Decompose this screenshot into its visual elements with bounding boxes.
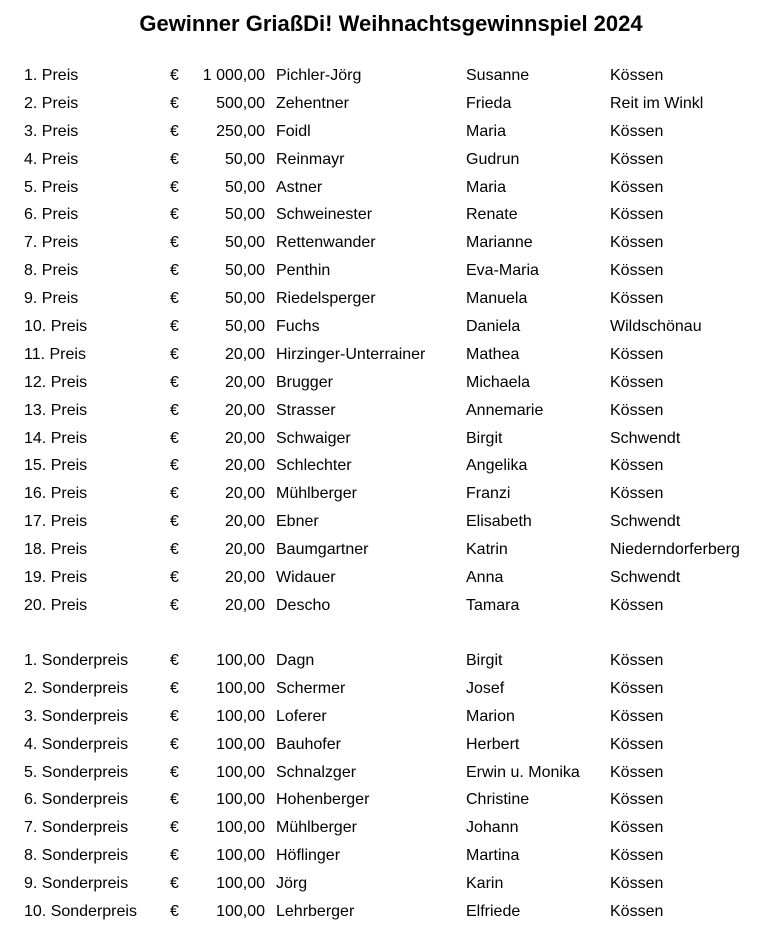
winner-town: Kössen <box>610 122 664 140</box>
winner-first-name: Daniela <box>466 318 521 336</box>
winner-row <box>0 842 782 870</box>
prize-rank: 4. Sonderpreis <box>24 735 129 753</box>
prize-amount: 20,00 <box>224 345 265 363</box>
prize-rank: 6. Sonderpreis <box>24 791 129 809</box>
prize-amount: 1 000,00 <box>202 67 265 84</box>
prize-rank: 9. Preis <box>24 290 79 308</box>
winner-row <box>0 786 782 814</box>
winner-first-name: Johann <box>466 819 519 837</box>
prize-amount: 20,00 <box>224 569 265 587</box>
winner-last-name: Loferer <box>276 707 327 725</box>
winner-town: Reit im Winkl <box>610 94 704 112</box>
prize-amount: 20,00 <box>224 596 265 614</box>
currency-symbol: € <box>170 569 179 587</box>
winner-first-name: Josef <box>466 679 505 697</box>
winner-town: Schwendt <box>610 513 681 531</box>
prize-rank: 18. Preis <box>24 541 88 559</box>
prize-amount: 50,00 <box>224 206 265 224</box>
prize-amount: 50,00 <box>224 262 265 280</box>
winner-row <box>0 536 782 564</box>
winner-first-name: Angelika <box>466 457 528 475</box>
prize-amount: 100,00 <box>216 735 265 753</box>
winner-last-name: Dagn <box>276 652 315 669</box>
winner-town: Kössen <box>610 290 664 308</box>
prize-rank: 20. Preis <box>24 596 88 614</box>
winner-first-name: Elisabeth <box>466 513 532 531</box>
prize-amount: 20,00 <box>224 401 265 419</box>
winner-first-name: Annemarie <box>466 401 544 419</box>
prize-rank: 15. Preis <box>24 457 88 475</box>
prize-rank: 7. Sonderpreis <box>24 819 129 837</box>
winner-town: Kössen <box>610 652 664 669</box>
winner-first-name: Eva-Maria <box>466 262 539 280</box>
winner-row <box>0 229 782 257</box>
winner-first-name: Karin <box>466 875 504 893</box>
currency-symbol: € <box>170 596 179 614</box>
winner-first-name: Christine <box>466 791 530 809</box>
winner-row <box>0 675 782 703</box>
winner-last-name: Penthin <box>276 262 331 280</box>
winner-first-name: Franzi <box>466 485 511 503</box>
prize-rank: 4. Preis <box>24 150 79 168</box>
winner-row <box>0 731 782 759</box>
prize-amount: 20,00 <box>224 541 265 559</box>
currency-symbol: € <box>170 819 179 837</box>
currency-symbol: € <box>170 67 179 84</box>
winner-last-name: Schwaiger <box>276 429 351 447</box>
prize-amount: 50,00 <box>224 178 265 196</box>
prize-amount: 100,00 <box>216 875 265 893</box>
winner-first-name: Birgit <box>466 429 503 447</box>
currency-symbol: € <box>170 652 179 669</box>
prize-amount: 100,00 <box>216 679 265 697</box>
winner-row <box>0 285 782 313</box>
winner-town: Kössen <box>610 791 664 809</box>
prize-rank: 10. Sonderpreis <box>24 903 137 921</box>
winner-row <box>0 257 782 285</box>
prize-amount: 100,00 <box>216 791 265 809</box>
prize-amount: 50,00 <box>224 290 265 308</box>
winner-town: Kössen <box>610 262 664 280</box>
winner-row <box>0 425 782 453</box>
prize-rank: 19. Preis <box>24 569 88 587</box>
currency-symbol: € <box>170 707 179 725</box>
winner-last-name: Schnalzger <box>276 763 357 781</box>
currency-symbol: € <box>170 903 179 921</box>
winner-last-name: Mühlberger <box>276 485 357 503</box>
prize-rank: 17. Preis <box>24 513 88 531</box>
currency-symbol: € <box>170 318 179 336</box>
currency-symbol: € <box>170 485 179 503</box>
winner-first-name: Marianne <box>466 234 533 252</box>
winner-town: Kössen <box>610 345 664 363</box>
winner-row <box>0 174 782 202</box>
winner-last-name: Jörg <box>276 875 308 893</box>
currency-symbol: € <box>170 541 179 559</box>
winner-town: Schwendt <box>610 429 681 447</box>
winner-first-name: Elfriede <box>466 903 521 921</box>
currency-symbol: € <box>170 373 179 391</box>
winner-last-name: Mühlberger <box>276 819 357 837</box>
prize-rank: 5. Preis <box>24 178 79 196</box>
winner-first-name: Katrin <box>466 541 508 559</box>
main-prize-list <box>0 62 782 620</box>
prize-amount: 100,00 <box>216 847 265 865</box>
winner-last-name: Schlechter <box>276 457 352 475</box>
prize-amount: 100,00 <box>216 707 265 725</box>
currency-symbol: € <box>170 429 179 447</box>
currency-symbol: € <box>170 290 179 308</box>
winner-row <box>0 759 782 787</box>
prize-rank: 2. Preis <box>24 94 79 112</box>
winner-first-name: Maria <box>466 122 507 140</box>
winner-last-name: Foidl <box>276 122 311 140</box>
currency-symbol: € <box>170 178 179 196</box>
winner-last-name: Rettenwander <box>276 234 376 252</box>
prize-amount: 20,00 <box>224 513 265 531</box>
winner-first-name: Susanne <box>466 67 530 84</box>
winner-town: Kössen <box>610 596 664 614</box>
winner-town: Kössen <box>610 457 664 475</box>
winner-last-name: Baumgartner <box>276 541 369 559</box>
winner-first-name: Manuela <box>466 290 528 308</box>
winner-last-name: Hohenberger <box>276 791 370 809</box>
prize-rank: 3. Sonderpreis <box>24 707 129 725</box>
winner-row <box>0 480 782 508</box>
prize-amount: 500,00 <box>216 94 265 112</box>
winner-last-name: Descho <box>276 596 331 614</box>
winner-first-name: Michaela <box>466 373 531 391</box>
winner-first-name: Frieda <box>466 94 512 112</box>
winner-town: Kössen <box>610 847 664 865</box>
prize-rank: 14. Preis <box>24 429 88 447</box>
winner-town: Kössen <box>610 150 664 168</box>
winner-last-name: Ebner <box>276 513 319 531</box>
winner-row <box>0 62 782 90</box>
currency-symbol: € <box>170 401 179 419</box>
prize-rank: 2. Sonderpreis <box>24 679 129 697</box>
winner-first-name: Birgit <box>466 652 503 669</box>
winner-first-name: Renate <box>466 206 518 224</box>
winner-row <box>0 647 782 675</box>
prize-rank: 5. Sonderpreis <box>24 763 129 781</box>
winner-row <box>0 814 782 842</box>
page-title: Gewinner GriaßDi! Weihnachtsgewinnspiel 2024 <box>139 11 643 36</box>
winner-row <box>0 508 782 536</box>
winner-row <box>0 592 782 620</box>
winner-town: Kössen <box>610 875 664 893</box>
winner-town: Kössen <box>610 903 664 921</box>
prize-amount: 50,00 <box>224 150 265 168</box>
winner-first-name: Martina <box>466 847 520 865</box>
winner-row <box>0 90 782 118</box>
currency-symbol: € <box>170 791 179 809</box>
winner-last-name: Schermer <box>276 679 346 697</box>
winner-town: Kössen <box>610 67 664 84</box>
currency-symbol: € <box>170 234 179 252</box>
winner-first-name: Tamara <box>466 596 520 614</box>
winner-town: Kössen <box>610 819 664 837</box>
winner-town: Kössen <box>610 401 664 419</box>
winner-last-name: Astner <box>276 178 323 196</box>
prize-amount: 100,00 <box>216 819 265 837</box>
winner-town: Kössen <box>610 707 664 725</box>
prize-rank: 11. Preis <box>24 345 86 363</box>
currency-symbol: € <box>170 735 179 753</box>
prize-rank: 8. Sonderpreis <box>24 847 129 865</box>
winner-last-name: Bauhofer <box>276 735 341 753</box>
prize-rank: 1. Sonderpreis <box>24 652 129 669</box>
currency-symbol: € <box>170 94 179 112</box>
currency-symbol: € <box>170 206 179 224</box>
special-prize-list <box>0 647 782 926</box>
winner-town: Kössen <box>610 485 664 503</box>
winner-town: Kössen <box>610 763 664 781</box>
winner-town: Kössen <box>610 373 664 391</box>
prize-amount: 20,00 <box>224 485 265 503</box>
prize-amount: 20,00 <box>224 429 265 447</box>
currency-symbol: € <box>170 122 179 140</box>
winner-row <box>0 452 782 480</box>
prize-amount: 100,00 <box>216 763 265 781</box>
winner-town: Niederndorferberg <box>610 541 740 559</box>
prize-amount: 20,00 <box>224 457 265 475</box>
currency-symbol: € <box>170 875 179 893</box>
winner-last-name: Pichler-Jörg <box>276 67 362 84</box>
winner-last-name: Brugger <box>276 373 333 391</box>
currency-symbol: € <box>170 457 179 475</box>
winner-row <box>0 369 782 397</box>
prize-amount: 100,00 <box>216 903 265 921</box>
prize-amount: 50,00 <box>224 234 265 252</box>
winner-row <box>0 397 782 425</box>
winner-first-name: Erwin u. Monika <box>466 763 580 781</box>
currency-symbol: € <box>170 513 179 531</box>
winner-town: Kössen <box>610 735 664 753</box>
prize-rank: 13. Preis <box>24 401 88 419</box>
prize-rank: 9. Sonderpreis <box>24 875 129 893</box>
winner-row <box>0 146 782 174</box>
currency-symbol: € <box>170 345 179 363</box>
prize-amount: 250,00 <box>216 122 265 140</box>
winner-first-name: Maria <box>466 178 507 196</box>
winner-row <box>0 118 782 146</box>
winner-town: Kössen <box>610 206 664 224</box>
winner-town: Kössen <box>610 178 664 196</box>
winner-last-name: Reinmayr <box>276 150 345 168</box>
winner-town: Kössen <box>610 679 664 697</box>
winner-row <box>0 870 782 898</box>
winner-town: Kössen <box>610 234 664 252</box>
winner-first-name: Anna <box>466 569 504 587</box>
winner-last-name: Höflinger <box>276 847 341 865</box>
prize-rank: 3. Preis <box>24 122 79 140</box>
winner-row <box>0 564 782 592</box>
winner-town: Wildschönau <box>610 318 702 336</box>
winner-first-name: Herbert <box>466 735 520 753</box>
prize-rank: 16. Preis <box>24 485 88 503</box>
prize-amount: 50,00 <box>224 318 265 336</box>
winner-row <box>0 201 782 229</box>
currency-symbol: € <box>170 763 179 781</box>
winner-last-name: Riedelsperger <box>276 290 376 308</box>
winner-last-name: Lehrberger <box>276 903 355 921</box>
currency-symbol: € <box>170 262 179 280</box>
currency-symbol: € <box>170 679 179 697</box>
winner-last-name: Zehentner <box>276 94 349 112</box>
prize-rank: 6. Preis <box>24 206 79 224</box>
currency-symbol: € <box>170 847 179 865</box>
winner-last-name: Strasser <box>276 401 336 419</box>
currency-symbol: € <box>170 150 179 168</box>
winner-row <box>0 898 782 926</box>
winner-last-name: Schweinester <box>276 206 373 224</box>
winner-first-name: Marion <box>466 707 515 725</box>
winner-town: Schwendt <box>610 569 681 587</box>
winner-last-name: Widauer <box>276 569 336 587</box>
prize-rank: 7. Preis <box>24 234 79 252</box>
winner-last-name: Hirzinger-Unterrainer <box>276 345 426 363</box>
winner-first-name: Gudrun <box>466 150 520 168</box>
winner-row <box>0 313 782 341</box>
prize-amount: 20,00 <box>224 373 265 391</box>
prize-rank: 10. Preis <box>24 318 88 336</box>
prize-rank: 1. Preis <box>24 67 79 84</box>
winner-row <box>0 341 782 369</box>
prize-rank: 12. Preis <box>24 373 88 391</box>
winner-last-name: Fuchs <box>276 318 320 336</box>
prize-rank: 8. Preis <box>24 262 79 280</box>
prize-amount: 100,00 <box>216 652 265 669</box>
winner-first-name: Mathea <box>466 345 520 363</box>
winner-row <box>0 703 782 731</box>
